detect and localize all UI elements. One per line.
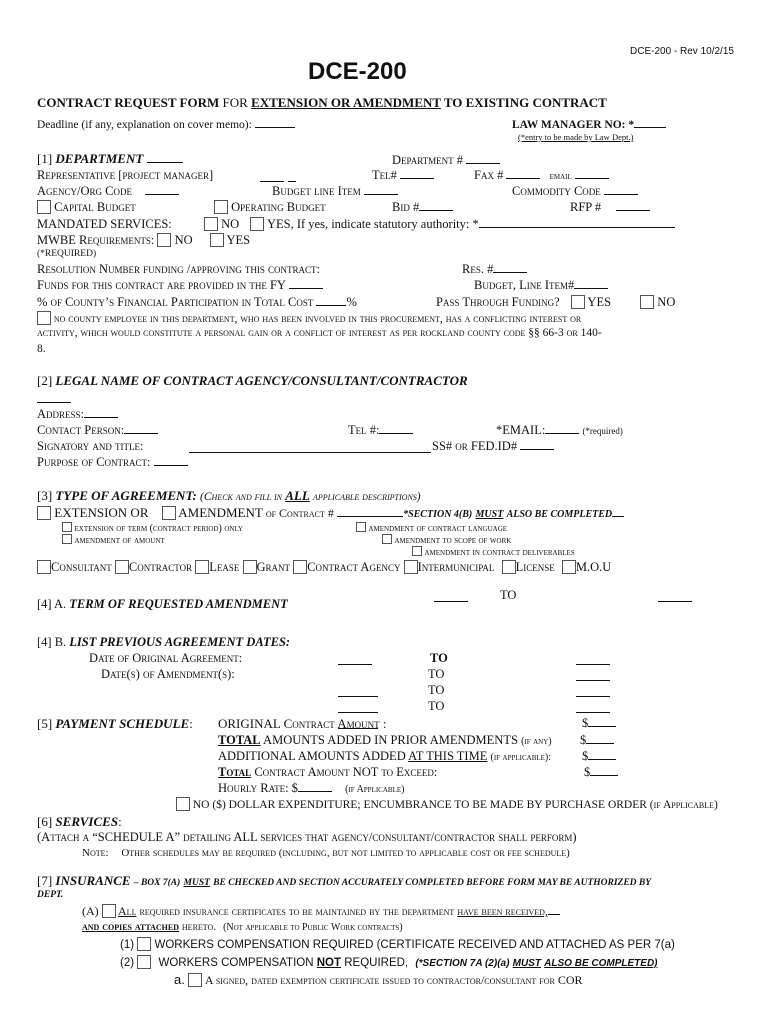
extension-label: EXTENSION OR: [54, 505, 149, 520]
mandated-yes-checkbox[interactable]: [250, 217, 264, 231]
amend-amount-checkbox[interactable]: [62, 534, 72, 544]
fax-row: [474, 168, 609, 183]
insurance-a-text: required insurance certificates to be maintained by the department: [139, 904, 455, 918]
mou-checkbox[interactable]: [562, 560, 576, 574]
conflict-checkbox[interactable]: [37, 311, 51, 325]
hourly-row: [218, 781, 404, 796]
type-mou: M.O.U: [575, 560, 612, 574]
dept-number-row: [392, 153, 500, 168]
amend1-to-label: TO: [428, 667, 445, 681]
mandated-row: [37, 217, 172, 232]
email2-row: [496, 423, 623, 438]
total2-label: Total: [218, 765, 252, 779]
tel-field[interactable]: [400, 168, 434, 179]
budget-line-label: Budget line Item: [272, 184, 361, 198]
budget-line-row: [272, 184, 398, 199]
have-been-blank: [548, 904, 560, 915]
also-blank: [612, 506, 624, 517]
section-title: TERM OF REQUESTED AMENDMENT: [69, 597, 288, 611]
dollar-sign: $: [584, 765, 591, 779]
amend-lang-label: amendment of contract language: [368, 523, 508, 534]
section-number: [3]: [37, 488, 53, 503]
law-manager-row: [512, 117, 666, 131]
sec4b-label: *SECTION 4(B): [403, 509, 473, 520]
section-number: [6]: [37, 814, 53, 829]
prior-label: AMOUNTS ADDED IN PRIOR AMENDMENTS: [263, 733, 518, 747]
additional-label: ADDITIONAL AMOUNTS ADDED: [218, 749, 406, 763]
wc1-label: (1): [120, 939, 135, 951]
email-required-note: (*required): [582, 426, 623, 436]
not-exceed-field[interactable]: [590, 765, 618, 776]
total-label: TOTAL: [218, 733, 261, 747]
amend3-to-label: TO: [428, 699, 445, 713]
department-field[interactable]: [147, 152, 183, 163]
resolution-label: Resolution Number funding /approving this contract:: [37, 262, 320, 276]
prior-amount-field[interactable]: [586, 733, 614, 744]
wc-label: WORKERS COMPENSATION: [158, 957, 314, 969]
agency-row: [37, 184, 179, 199]
no-dollar-row: [176, 797, 718, 811]
type-grant: Grant: [256, 560, 291, 574]
type-instr-a: (Check and fill in: [200, 491, 282, 503]
exemption-checkbox[interactable]: [188, 973, 202, 987]
wc-must: MUST: [512, 958, 541, 969]
bid-field[interactable]: [419, 200, 453, 211]
law-manager-field[interactable]: [634, 117, 666, 128]
insurance-have-been: have been received,: [457, 904, 548, 918]
mandated-no-label: NO: [221, 217, 240, 231]
note-label: Note:: [82, 847, 109, 859]
purpose-field[interactable]: [154, 455, 188, 466]
insurance-a-row-2: [82, 921, 403, 933]
budget-line-2-row: [474, 278, 608, 293]
mandated-label: MANDATED SERVICES:: [37, 217, 172, 231]
budget-line-2-label: Budget, Line Item#: [474, 278, 575, 292]
operating-row: [214, 200, 326, 215]
additional-row: [218, 749, 551, 764]
exemption-label: a.: [174, 972, 185, 987]
insurance-and-copies: and copies attached: [82, 921, 180, 933]
address-row: [37, 407, 118, 422]
address-label: Address:: [37, 407, 85, 421]
term-end-field[interactable]: [658, 591, 692, 602]
conflict-text-3: 8.: [37, 343, 46, 355]
type-instr-all: ALL: [285, 488, 310, 503]
funds-label: Funds for this contract are provided in the FY: [37, 278, 286, 292]
pct-label: % of County’s Financial Participation in Total Cost: [37, 295, 314, 309]
hourly-applicable: (if Applicable): [345, 784, 405, 795]
rep-field-2[interactable]: [288, 171, 296, 182]
pct-field[interactable]: [316, 295, 346, 306]
operating-budget-checkbox[interactable]: [214, 200, 228, 214]
tel2-label: Tel #:: [348, 423, 380, 437]
dept-number-field[interactable]: [466, 153, 500, 164]
orig-date-label: Date of Original Agreement:: [89, 651, 243, 665]
orig-start-field[interactable]: [338, 654, 372, 665]
rfp-field[interactable]: [616, 200, 650, 211]
pass-through-label: Pass Through Funding?: [436, 295, 560, 309]
commodity-field[interactable]: [604, 184, 638, 195]
original-amount-field[interactable]: [588, 716, 616, 727]
legal-name-heading: [37, 373, 468, 389]
section-title: SERVICES: [55, 814, 119, 829]
section-title: INSURANCE: [55, 873, 131, 888]
amend1-end-field[interactable]: [576, 670, 610, 681]
mandated-no-checkbox[interactable]: [204, 217, 218, 231]
email2-field[interactable]: [545, 423, 579, 434]
amend-scope-row: [382, 534, 511, 546]
additional-amount-field[interactable]: [588, 749, 616, 760]
type-heading: [3] TYPE OF AGREEMENT: (Check and fill in ALL applicable descriptions): [37, 488, 421, 503]
amend2-to-label: TO: [428, 683, 445, 697]
amend-deliv-checkbox[interactable]: [412, 546, 422, 556]
amend-scope-label: amendment to scope of work: [394, 535, 512, 546]
type-instr-b: applicable descriptions): [313, 491, 421, 503]
consultant-checkbox[interactable]: [37, 560, 51, 574]
insurance-rest: BE CHECKED AND SECTION ACCURATELY COMPLETED BEFORE FORM MAY BE AUTHORIZED BY: [213, 878, 652, 888]
wc-not: NOT: [316, 957, 342, 969]
services-heading: [6] SERVICES:: [37, 814, 122, 829]
insurance-hereto: hereto.: [181, 921, 217, 933]
wc-not-required-row: [120, 955, 658, 969]
budget-line-2-field[interactable]: [574, 278, 608, 289]
amend1-start-field[interactable]: [338, 686, 378, 697]
also-label: ALSO BE COMPLETED: [506, 509, 613, 520]
capital-budget-checkbox[interactable]: [37, 200, 51, 214]
section-title: TYPE OF AGREEMENT: [55, 488, 193, 503]
tel2-row: [348, 423, 413, 438]
contact-field[interactable]: [124, 423, 158, 434]
section-number: [4] A.: [37, 597, 67, 611]
exemption-row: [174, 972, 583, 988]
contractor-checkbox[interactable]: [115, 560, 129, 574]
amendment-checkbox[interactable]: [162, 506, 176, 520]
not-exceed-amount-row: [584, 765, 618, 780]
tel-label: Tel#: [372, 168, 397, 182]
type-lease: Lease: [209, 560, 240, 574]
funds-row: [37, 278, 323, 293]
bid-label: Bid #: [392, 200, 420, 214]
wc-not-required-checkbox[interactable]: [137, 955, 151, 969]
conflict-text-1: no county employee in this department, who has been involved in this procurement, has a conflicting interest or: [53, 313, 582, 325]
extension-checkbox[interactable]: [37, 506, 51, 520]
amend-lang-row: [356, 522, 507, 534]
email-field[interactable]: [575, 168, 609, 179]
ssn-field[interactable]: [520, 439, 554, 450]
form-title: [37, 95, 607, 111]
mwbe-yes-label: YES: [226, 233, 251, 247]
extension-amendment-row: [37, 505, 624, 521]
amend-deliv-label: amendment in contract deliverables: [424, 547, 575, 558]
mandated-options: [204, 217, 675, 232]
lease-checkbox[interactable]: [195, 560, 209, 574]
insurance-must: MUST: [183, 878, 210, 888]
section-number: [2]: [37, 373, 53, 388]
wc2-label: (2): [120, 957, 135, 969]
insurance-a-checkbox[interactable]: [102, 904, 116, 918]
type-consultant: Consultant: [51, 560, 112, 574]
res-field[interactable]: [493, 262, 527, 273]
rep-field[interactable]: [260, 171, 284, 182]
original-amount-label: ORIGINAL Contract Amount :: [218, 716, 387, 731]
form-title-part: EXTENSION OR AMENDMENT: [251, 95, 441, 110]
section-number: [1]: [37, 151, 53, 166]
purpose-row: [37, 455, 188, 470]
license-checkbox[interactable]: [502, 560, 516, 574]
dollar-sign: $: [582, 716, 589, 730]
prev-dates-heading: [37, 635, 290, 650]
ext-term-checkbox[interactable]: [62, 522, 72, 532]
section-number: [4] B.: [37, 635, 67, 649]
mandated-yes-label: YES, If yes, indicate statutory authority: *: [266, 217, 479, 231]
insurance-all: All: [118, 904, 137, 918]
section-title: LIST PREVIOUS AGREEMENT DATES:: [69, 635, 291, 649]
statutory-field[interactable]: [479, 217, 675, 228]
conflict-text-2: activity, which would constitute a personal gain or a conflict of interest as per rockland county code §§ 66-3 or 140-: [37, 327, 602, 339]
contract-agency-checkbox[interactable]: [293, 560, 307, 574]
pct-sign: %: [346, 295, 357, 309]
if-applicable-label: (if applicable):: [490, 752, 552, 763]
amend-amount-label: amendment of amount: [74, 535, 165, 546]
department-heading: [37, 151, 183, 167]
sec7a-label: (*SECTION 7A (2)(a): [415, 958, 510, 969]
deadline-field[interactable]: [255, 117, 295, 128]
pass-through-row: [436, 295, 675, 310]
contact-row: [37, 423, 158, 438]
signatory-label: Signatory and title:: [37, 439, 144, 453]
section-number: [7]: [37, 873, 53, 888]
grant-checkbox[interactable]: [243, 560, 257, 574]
rfp-label: RFP #: [570, 200, 602, 214]
budget-line-field[interactable]: [364, 184, 398, 195]
ssn-label: SS# or FED.ID#: [432, 439, 518, 453]
type-intermunicipal: Intermunicipal: [417, 560, 495, 574]
deadline-label: Deadline (if any, explanation on cover memo):: [37, 119, 252, 131]
insurance-box-label: – BOX 7(A): [133, 878, 181, 888]
form-number-title: DCE-200: [308, 58, 407, 85]
prior-amendments-row: [218, 733, 552, 748]
fax-field[interactable]: [506, 168, 540, 179]
not-exceed-label: Contract Amount NOT to Exceed:: [254, 765, 438, 779]
fy-field[interactable]: [289, 278, 323, 289]
insurance-dept: DEPT.: [37, 890, 64, 900]
required-note: (*REQUIRED): [37, 249, 97, 259]
amend-amount-row: [62, 534, 165, 546]
revision-label: DCE-200 - Rev 10/2/15: [630, 46, 734, 57]
not-exceed-row: [218, 765, 437, 780]
wc-required-word: REQUIRED,: [344, 957, 409, 969]
orig-end-field[interactable]: [576, 654, 610, 665]
legal-name-field[interactable]: [37, 392, 71, 403]
purpose-label: Purpose of Contract:: [37, 455, 151, 469]
amend-dates-label: Date(s) of Amendment(s):: [101, 667, 235, 681]
capital-row: [37, 200, 136, 215]
section-title: PAYMENT SCHEDULE: [55, 716, 190, 731]
form-title-part: CONTRACT REQUEST FORM: [37, 95, 220, 110]
orig-to-label: TO: [430, 651, 448, 665]
law-note: (*entry to be made by Law Dept.): [518, 132, 634, 142]
contract-number-field[interactable]: [337, 506, 403, 517]
pass-through-no-label: NO: [657, 295, 676, 309]
operating-label: Operating Budget: [231, 200, 326, 214]
ext-term-label: extension of term (contract period) only: [74, 523, 244, 534]
dollar-sign: $: [580, 733, 587, 747]
res-label: Res. #: [462, 262, 494, 276]
commodity-row: [512, 184, 638, 199]
agreement-types-row: [37, 560, 611, 575]
type-contract-agency: Contract Agency: [307, 560, 401, 574]
form-title-part: FOR: [222, 95, 248, 110]
type-contractor: Contractor: [128, 560, 193, 574]
insurance-heading: [37, 873, 651, 889]
payment-heading: [5] PAYMENT SCHEDULE:: [37, 716, 193, 731]
wc-required-checkbox[interactable]: [137, 937, 151, 951]
mwbe-yes-checkbox[interactable]: [210, 233, 224, 247]
insurance-not-app: (Not applicable to Public Work contracts): [223, 922, 403, 933]
dept-number-label: Department #: [392, 153, 464, 167]
tel2-field[interactable]: [379, 423, 413, 434]
no-dollar-label: NO ($) DOLLAR EXPENDITURE; ENCUMBRANCE TO BE MADE BY PURCHASE ORDER (if Applicable): [192, 799, 718, 811]
amend2-start-field[interactable]: [338, 702, 378, 713]
amend-scope-checkbox[interactable]: [382, 534, 392, 544]
amend2-end-field[interactable]: [576, 686, 610, 697]
contact-label: Contact Person:: [37, 423, 125, 437]
mwbe-label: MWBE Requirements:: [37, 233, 155, 247]
exemption-text: A signed, dated exemption certificate issued to contractor/consultant for COR: [204, 973, 583, 987]
if-any-label: (if any): [521, 736, 552, 747]
hourly-label: Hourly Rate: $: [218, 781, 298, 795]
capital-label: Capital Budget: [54, 200, 136, 214]
mwbe-row: [37, 233, 250, 248]
rfp-row: [570, 200, 650, 215]
mwbe-no-label: NO: [174, 233, 193, 247]
tel-row: [372, 168, 434, 183]
pass-through-yes-checkbox[interactable]: [571, 295, 585, 309]
signatory-field[interactable]: [189, 442, 431, 453]
section-title: LEGAL NAME OF CONTRACT AGENCY/CONSULTANT/CONTRACTOR: [55, 373, 468, 388]
term-heading: [37, 597, 288, 612]
term-start-field[interactable]: [434, 591, 468, 602]
fax-label: Fax #: [474, 168, 504, 182]
no-dollar-checkbox[interactable]: [176, 797, 190, 811]
form-title-part: TO EXISTING CONTRACT: [443, 95, 607, 110]
note-text: Other schedules may be required (including, but not limited to applicable cost or fee schedule): [121, 847, 570, 859]
agency-field[interactable]: [145, 184, 179, 195]
amend-deliv-row: [412, 546, 575, 558]
law-manager-label: LAW MANAGER NO: *: [512, 119, 635, 131]
email-label: email: [549, 171, 572, 182]
section-title: DEPARTMENT: [55, 151, 144, 166]
insurance-a-row: [82, 904, 560, 919]
amend3-end-field[interactable]: [576, 702, 610, 713]
email2-label: *EMAIL:: [496, 423, 546, 437]
pct-row: [37, 295, 357, 310]
additional-amount-row: [582, 749, 616, 764]
must-label: MUST: [475, 509, 504, 520]
mwbe-no-checkbox[interactable]: [157, 233, 171, 247]
section-number: [5]: [37, 716, 53, 731]
original-amount-row: [582, 716, 616, 731]
wc-also: ALSO BE COMPLETED): [544, 958, 658, 969]
insurance-a-label: (A): [82, 904, 99, 918]
rep-label: Representative [project manager]: [37, 168, 214, 182]
agency-label: Agency/Org Code: [37, 184, 132, 198]
commodity-label: Commodity Code: [512, 184, 601, 198]
wc-required-row: [120, 937, 675, 951]
address-field[interactable]: [84, 407, 118, 418]
services-attach: (Attach a “SCHEDULE A” detailing ALL services that agency/consultant/contractor shall perform): [37, 830, 577, 844]
res-row: [462, 262, 527, 277]
deadline-row: [37, 117, 295, 131]
wc-required-text: WORKERS COMPENSATION REQUIRED (CERTIFICATE RECEIVED AND ATTACHED AS PER 7(a): [154, 939, 675, 951]
hourly-field[interactable]: [298, 781, 332, 792]
dollar-sign: $: [582, 749, 589, 763]
pass-through-no-checkbox[interactable]: [640, 295, 654, 309]
ssn-row: [432, 439, 554, 454]
ext-term-row: [62, 522, 243, 534]
amend-lang-checkbox[interactable]: [356, 522, 366, 532]
amendment-label: AMENDMENT: [178, 505, 263, 520]
conflict-line-1: [37, 311, 581, 325]
pass-through-yes-label: YES: [587, 295, 612, 309]
bid-row: [392, 200, 453, 215]
prior-amount-row: [580, 733, 614, 748]
type-license: License: [515, 560, 555, 574]
term-to-label: TO: [500, 588, 517, 602]
of-contract-label: of Contract #: [265, 506, 334, 520]
at-this-time-label: AT THIS TIME: [408, 749, 488, 763]
intermunicipal-checkbox[interactable]: [404, 560, 418, 574]
services-note-row: [82, 847, 570, 859]
